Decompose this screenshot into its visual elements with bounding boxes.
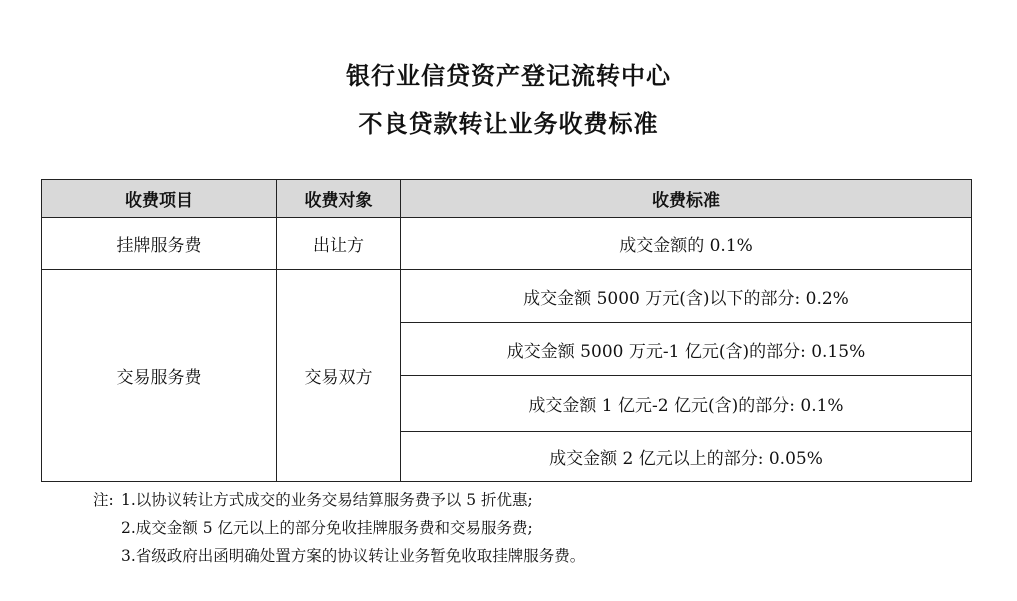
document-title-line1: 银行业信贷资产登记流转中心 bbox=[346, 62, 671, 90]
fee-standard-cell: 成交金额 5000 万元-1 亿元(含)的部分: 0.15% bbox=[401, 323, 972, 376]
header-fee-target: 收费对象 bbox=[277, 180, 401, 218]
note-item bbox=[93, 486, 585, 514]
header-fee-item: 收费项目 bbox=[42, 180, 277, 218]
fee-standard-table bbox=[41, 179, 972, 482]
fee-standard-cell: 成交金额 1 亿元-2 亿元(含)的部分: 0.1% bbox=[401, 376, 972, 432]
table-header-row bbox=[42, 180, 972, 218]
note-text: 3.省级政府出函明确处置方案的协议转让业务暂免收取挂牌服务费。 bbox=[121, 547, 586, 565]
fee-standard-cell: 成交金额的 0.1% bbox=[401, 218, 972, 270]
note-text: 1.以协议转让方式成交的业务交易结算服务费予以 5 折优惠; bbox=[121, 491, 533, 509]
note-item bbox=[93, 514, 585, 542]
fee-target-cell: 交易双方 bbox=[277, 270, 401, 482]
header-fee-standard: 收费标准 bbox=[401, 180, 972, 218]
table-row bbox=[42, 218, 972, 270]
note-text: 2.成交金额 5 亿元以上的部分免收挂牌服务费和交易服务费; bbox=[121, 519, 533, 537]
note-item bbox=[93, 542, 585, 570]
fee-standard-cell: 成交金额 5000 万元(含)以下的部分: 0.2% bbox=[401, 270, 972, 323]
fee-item-cell: 挂牌服务费 bbox=[42, 218, 277, 270]
document-title-line2: 不良贷款转让业务收费标准 bbox=[358, 110, 659, 138]
table-row bbox=[42, 270, 972, 323]
fee-standard-cell: 成交金额 2 亿元以上的部分: 0.05% bbox=[401, 432, 972, 482]
notes-section bbox=[93, 486, 585, 570]
fee-target-cell: 出让方 bbox=[277, 218, 401, 270]
fee-item-cell: 交易服务费 bbox=[42, 270, 277, 482]
notes-label: 注: bbox=[93, 491, 114, 509]
